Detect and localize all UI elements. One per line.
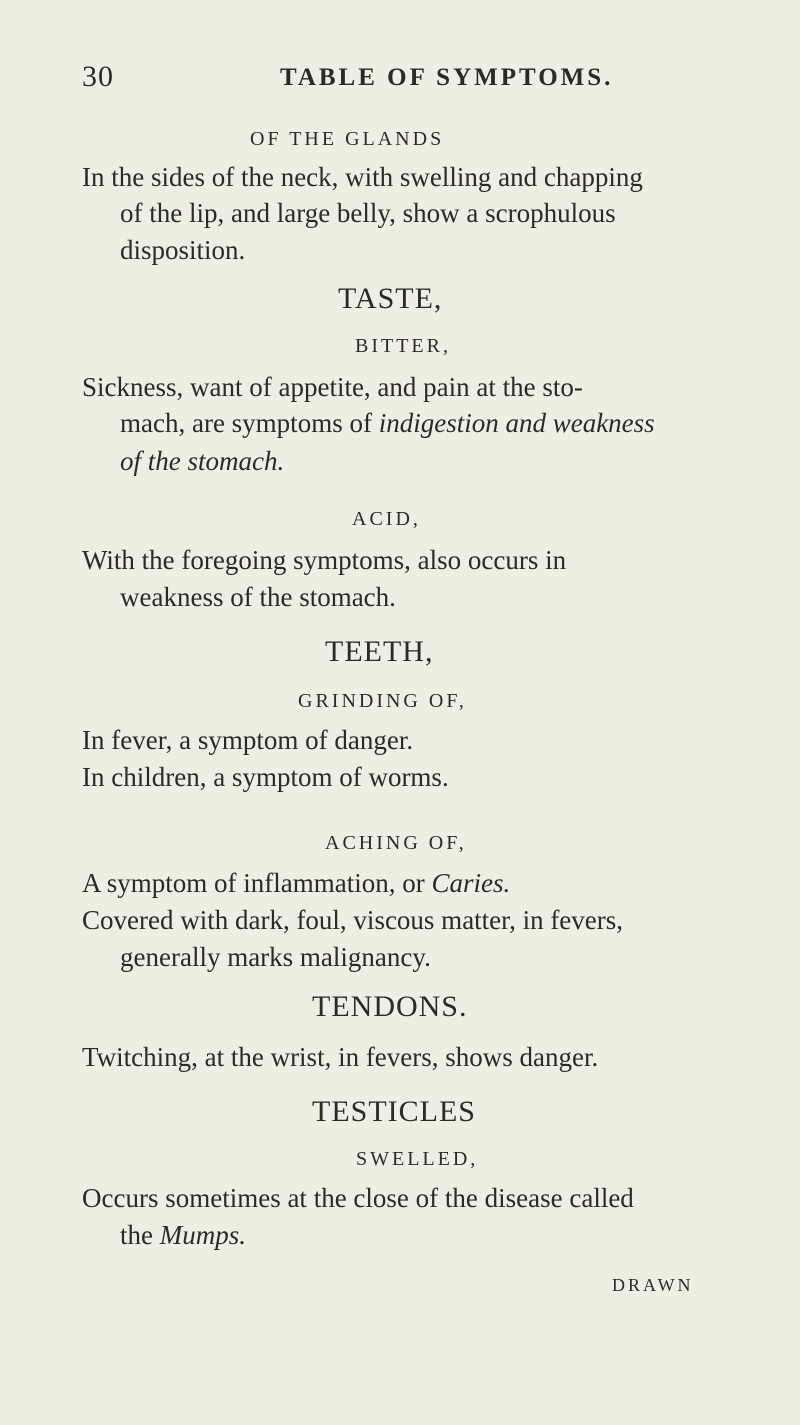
bitter-line-3: of the stomach.: [120, 446, 285, 476]
acid-line-2: weakness of the stomach.: [120, 582, 396, 612]
section-heading-glands: OF THE GLANDS: [250, 128, 445, 150]
acid-line-1: With the foregoing symptoms, also occurs in: [82, 545, 567, 575]
subheading-bitter: BITTER,: [355, 335, 451, 357]
aching-line-1: A symptom of inflammation, or Caries.: [82, 868, 511, 898]
glands-line-2: of the lip, and large belly, show a scrophulous: [120, 198, 616, 228]
subheading-aching: ACHING OF,: [325, 832, 467, 854]
section-heading-testicles: TESTICLES: [312, 1095, 476, 1128]
glands-line-1: In the sides of the neck, with swelling and chapping: [82, 162, 643, 192]
aching-line-3: generally marks malignancy.: [120, 942, 431, 972]
swelled-line-1: Occurs sometimes at the close of the disease called: [82, 1183, 634, 1213]
aching-line-2: Covered with dark, foul, viscous matter, in fevers,: [82, 905, 624, 935]
tendons-line-1: Twitching, at the wrist, in fevers, shows danger.: [82, 1042, 599, 1072]
running-title: TABLE OF SYMPTOMS.: [280, 64, 614, 91]
bitter-line-2: mach, are symptoms of indigestion and weakness: [120, 408, 655, 438]
page-number: 30: [82, 60, 114, 93]
grinding-line-1: In fever, a symptom of danger.: [82, 725, 414, 755]
section-heading-teeth: TEETH,: [325, 635, 434, 668]
swelled-line-2: the Mumps.: [120, 1220, 246, 1250]
section-heading-taste: TASTE,: [338, 282, 443, 315]
grinding-line-2: In children, a symptom of worms.: [82, 762, 449, 792]
section-heading-tendons: TENDONS.: [312, 990, 468, 1023]
catchword: DRAWN: [612, 1275, 694, 1295]
subheading-swelled: SWELLED,: [356, 1148, 479, 1170]
subheading-acid: ACID,: [352, 508, 421, 530]
glands-line-3: disposition.: [120, 235, 246, 265]
subheading-grinding: GRINDING OF,: [298, 690, 467, 712]
bitter-line-1: Sickness, want of appetite, and pain at the sto-: [82, 372, 583, 402]
